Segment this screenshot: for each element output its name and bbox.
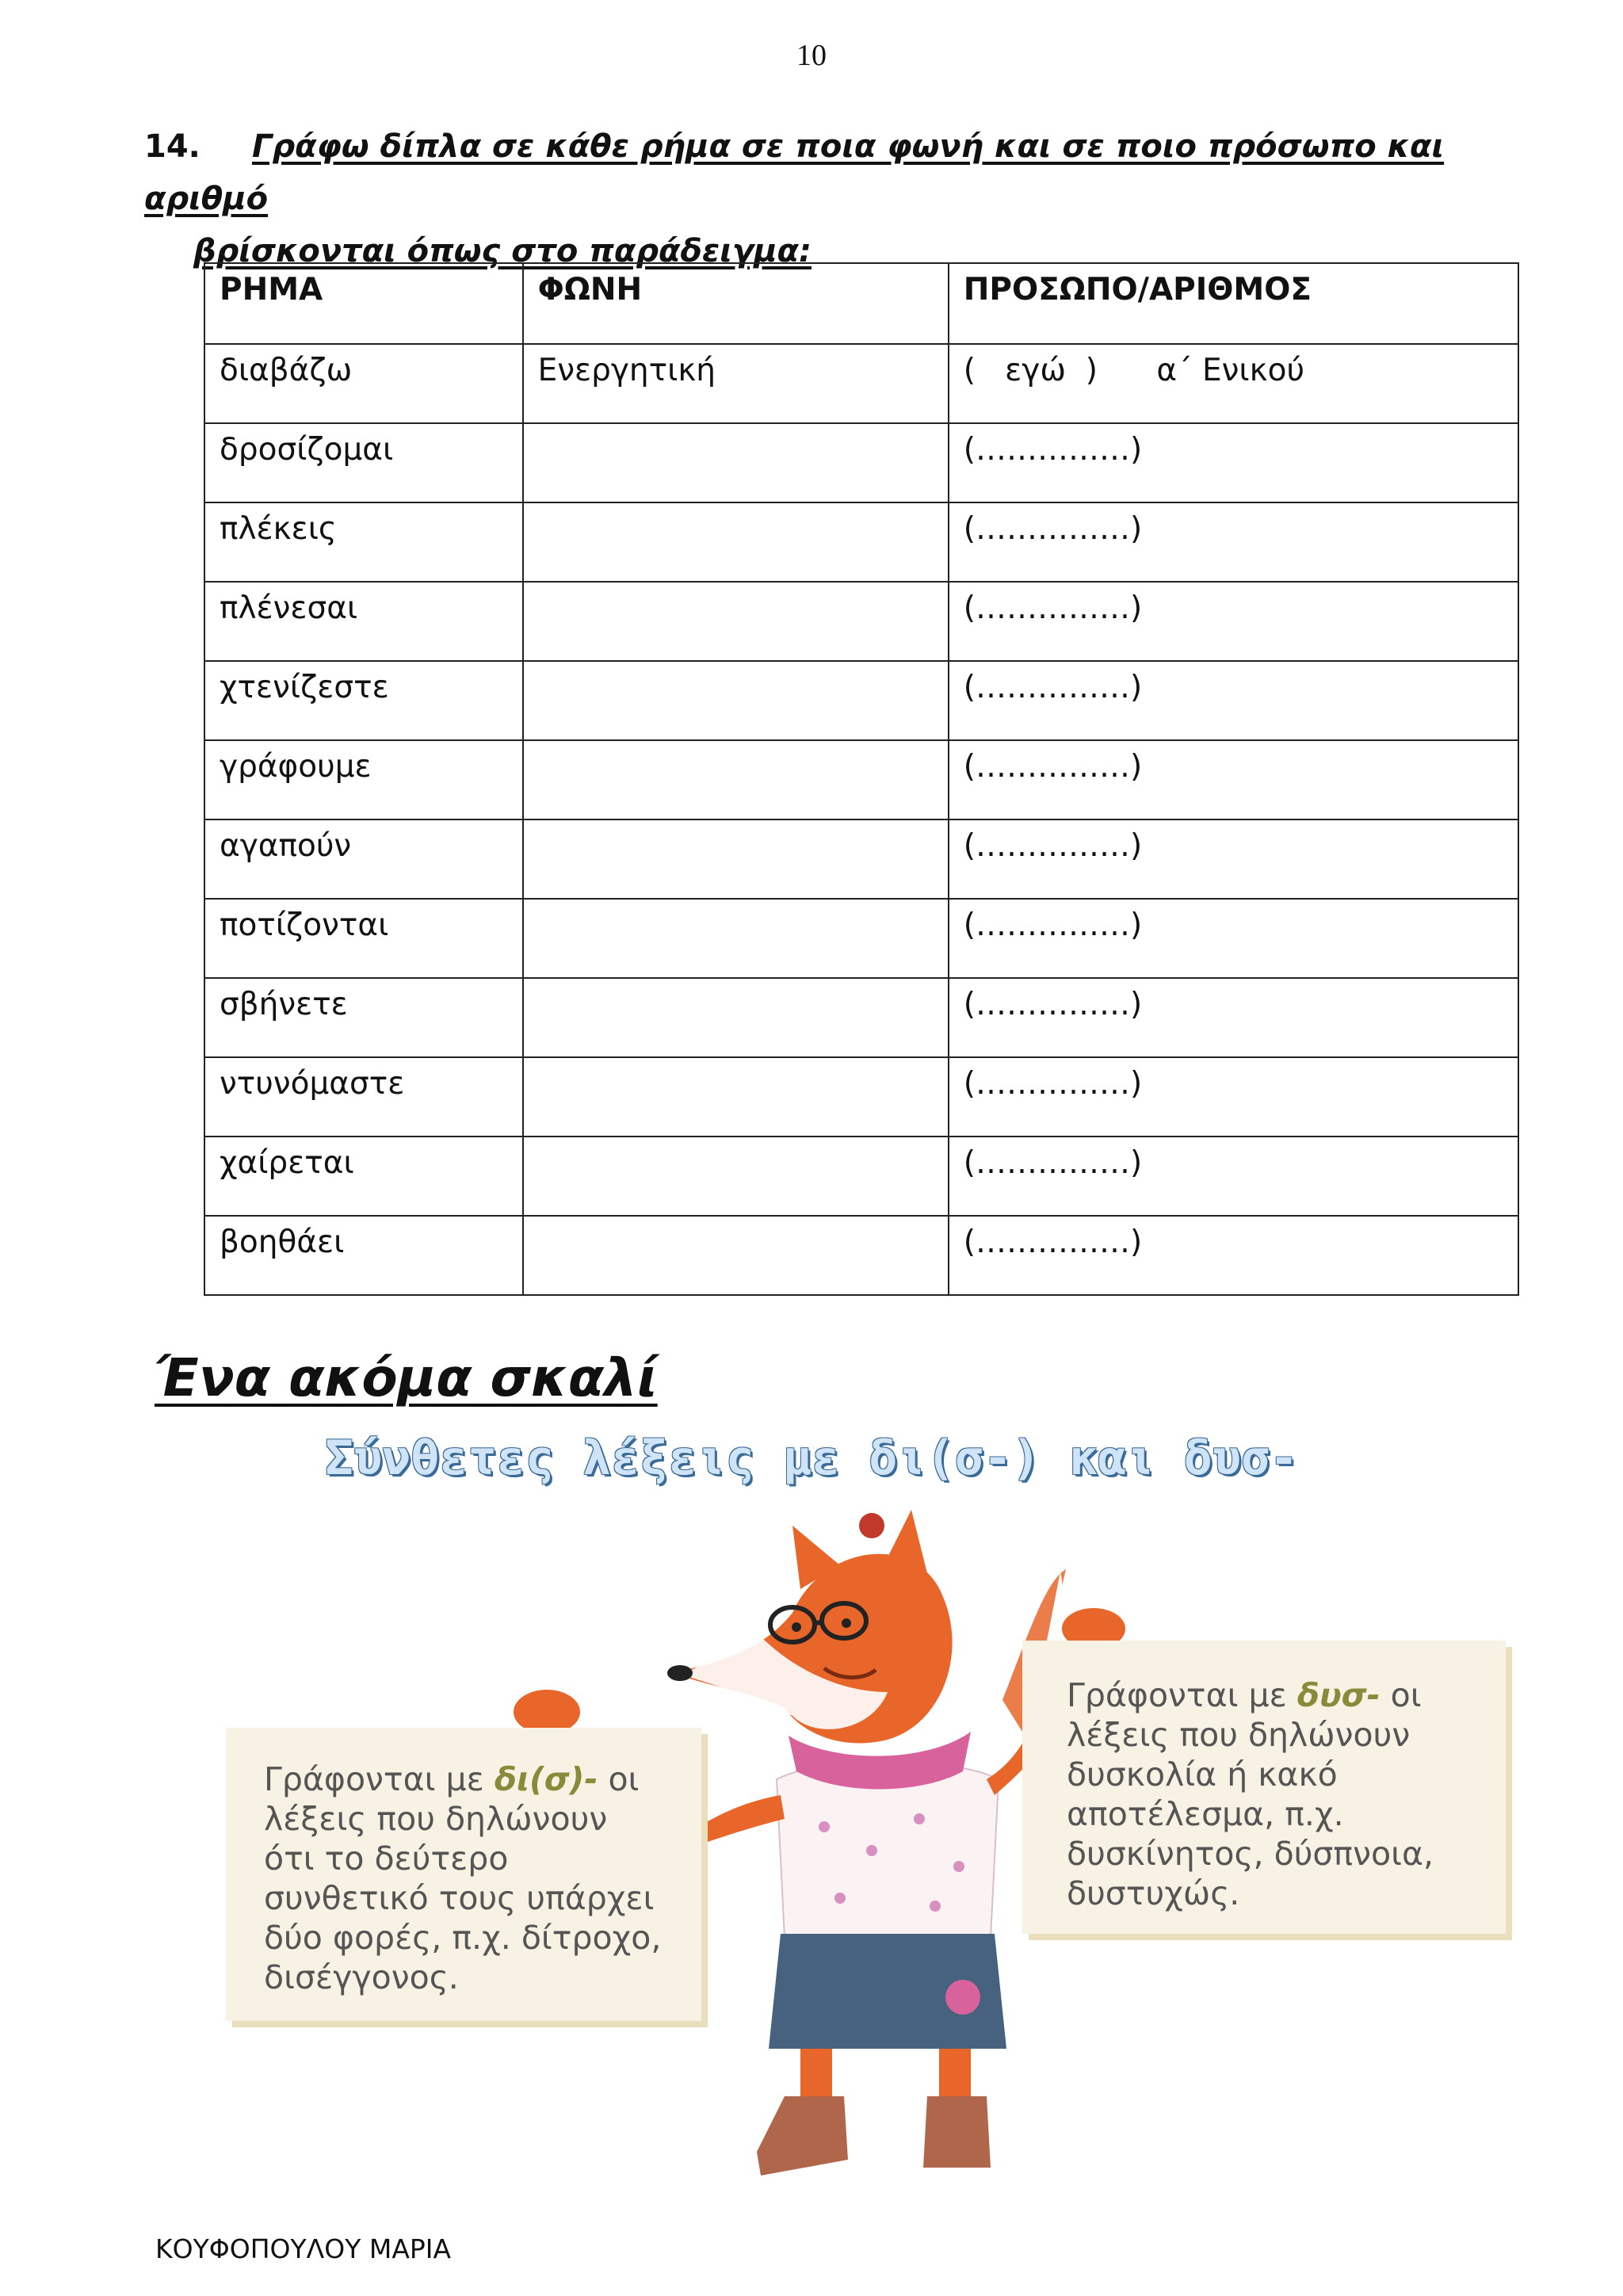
voice-input-cell[interactable] [523,978,949,1057]
table-row [204,1057,1518,1137]
table-row [204,819,1518,899]
voice-input-cell[interactable] [523,740,949,819]
person-input-cell[interactable]: (……………) [949,423,1518,502]
info-box-dys-text: οι λέξεις που δηλώνουν δυσκολία ή κακό αποτέλεσμα, π.χ. δυσκίνητος, δύσπνοια, δυστυχώς. [1067,1676,1434,1912]
voice-input-cell[interactable] [523,661,949,740]
verb-cell: αγαπούν [204,819,523,899]
info-box-dys-intro: Γράφονται με [1067,1676,1297,1714]
verb-cell: ντυνόμαστε [204,1057,523,1137]
verb-cell: βοηθάει [204,1216,523,1295]
person-input-cell[interactable]: (……………) [949,502,1518,582]
person-input-cell[interactable]: (……………) [949,661,1518,740]
instruction-line-1: Γράφω δίπλα σε κάθε ρήμα σε ποια φωνή και σε ποιο πρόσωπο και αριθμό [144,128,1445,217]
person-input-cell[interactable]: (……………) [949,899,1518,978]
example-row [204,344,1518,423]
exercise-number: 14. [144,128,200,165]
verb-cell: σβήνετε [204,978,523,1057]
info-box-di-text: οι λέξεις που δηλώνουν ότι το δεύτερο συνθετικό τους υπάρχει δύο φορές, π.χ. δίτροχο, δισέγγονος. [264,1760,662,1996]
verb-cell: δροσίζομαι [204,423,523,502]
verb-table [204,262,1519,1296]
voice-input-cell[interactable] [523,582,949,661]
info-box-di-intro: Γράφονται με [264,1760,495,1798]
verb-cell: χτενίζεστε [204,661,523,740]
fox-boot-right [923,2096,991,2168]
person-input-cell[interactable]: (……………) [949,819,1518,899]
page-number: 10 [796,39,827,72]
table-row [204,1137,1518,1216]
table-row [204,502,1518,582]
info-box-dys [1022,1641,1506,1934]
header-person-number: ΠΡΟΣΩΠΟ/ΑΡΙΘΜΟΣ [949,263,1518,344]
table-row [204,582,1518,661]
info-box-di-prefix: δι(σ)- [494,1760,598,1798]
person-input-cell[interactable]: (……………) [949,740,1518,819]
person-input-cell[interactable]: (……………) [949,582,1518,661]
person-input-cell[interactable]: (……………) [949,1137,1518,1216]
verb-cell: γράφουμε [204,740,523,819]
table-row [204,899,1518,978]
voice-input-cell[interactable] [523,1216,949,1295]
verb-cell: πλέκεις [204,502,523,582]
table-row [204,1216,1518,1295]
voice-input-cell[interactable] [523,1057,949,1137]
verb-cell: χαίρεται [204,1137,523,1216]
section-subtitle: Σύνθετες λέξεις με δι(σ-) και δυσ- [324,1431,1299,1486]
voice-input-cell[interactable] [523,502,949,582]
instruction-line-2: βρίσκονται όπως στο παράδειγμα: [193,233,812,269]
example-person: ( εγώ ) α΄ Ενικού [949,344,1518,423]
person-input-cell[interactable]: (……………) [949,978,1518,1057]
exercise-instruction [144,120,1507,277]
person-input-cell[interactable]: (……………) [949,1216,1518,1295]
header-verb: ΡΗΜΑ [204,263,523,344]
info-box-di [226,1728,701,2021]
verb-cell: πλένεσαι [204,582,523,661]
example-voice: Ενεργητική [523,344,949,423]
author-footer: ΚΟΥΦΟΠΟΥΛΟΥ ΜΑΡΙΑ [155,2233,452,2264]
fox-boot-left [757,2096,848,2176]
header-voice: ΦΩΝΗ [523,263,949,344]
voice-input-cell[interactable] [523,1137,949,1216]
voice-input-cell[interactable] [523,819,949,899]
table-row [204,740,1518,819]
table-header-row [204,263,1518,344]
verb-cell: ποτίζονται [204,899,523,978]
table-row [204,661,1518,740]
person-input-cell[interactable]: (……………) [949,1057,1518,1137]
info-box-dys-prefix: δυσ- [1296,1676,1381,1714]
table-row [204,423,1518,502]
voice-input-cell[interactable] [523,423,949,502]
table-row [204,978,1518,1057]
section-title: Ένα ακόμα σκαλί [155,1347,658,1408]
example-verb: διαβάζω [204,344,523,423]
voice-input-cell[interactable] [523,899,949,978]
